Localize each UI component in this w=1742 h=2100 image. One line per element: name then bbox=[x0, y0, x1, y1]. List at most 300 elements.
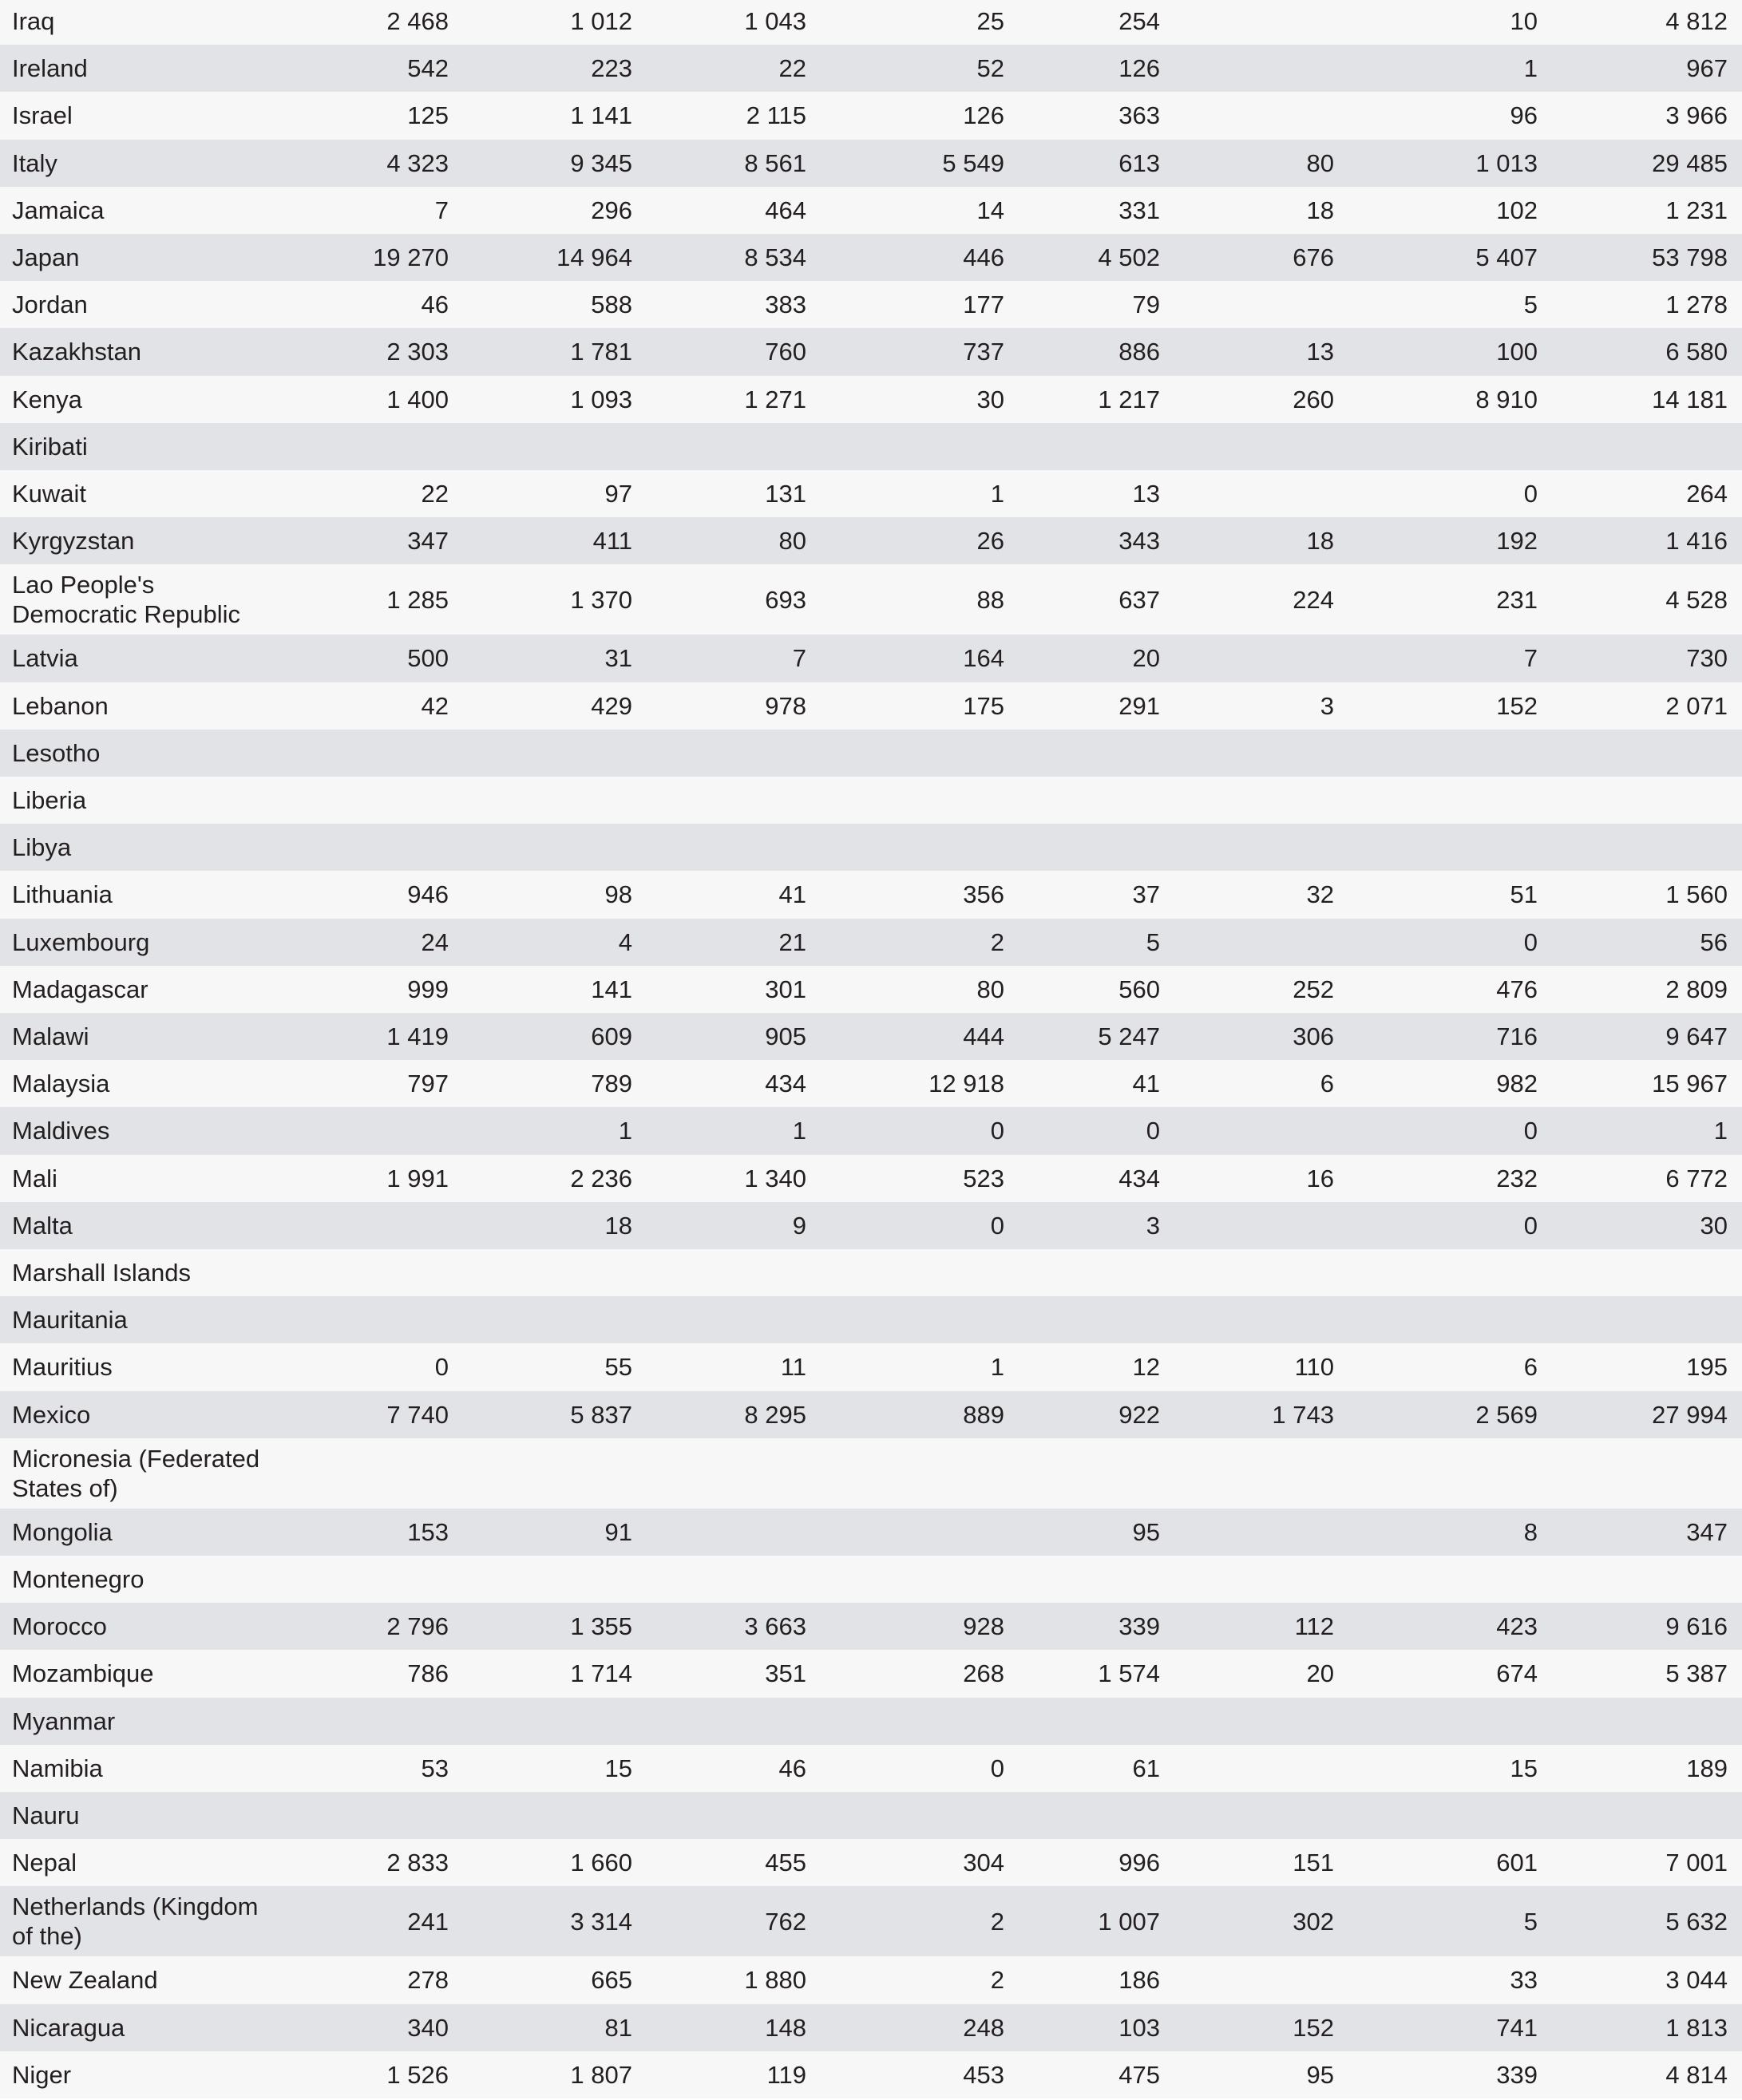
value-cell: 97 bbox=[604, 480, 632, 508]
country-name: Nepal bbox=[12, 1849, 77, 1877]
value-cell: 423 bbox=[1496, 1612, 1538, 1641]
value-cell: 444 bbox=[963, 1022, 1004, 1051]
country-name: Mexico bbox=[12, 1400, 91, 1429]
value-cell: 22 bbox=[778, 54, 806, 83]
value-cell: 254 bbox=[1118, 7, 1160, 36]
table-row bbox=[0, 824, 1742, 871]
value-cell: 331 bbox=[1118, 196, 1160, 224]
value-cell: 693 bbox=[765, 585, 806, 614]
table-row bbox=[0, 423, 1742, 470]
total-cell: 1 560 bbox=[1665, 880, 1728, 909]
value-cell: 291 bbox=[1118, 691, 1160, 720]
value-cell: 53 bbox=[421, 1754, 449, 1782]
value-cell: 296 bbox=[591, 196, 632, 224]
value-cell: 141 bbox=[591, 975, 632, 1003]
value-cell: 37 bbox=[1132, 880, 1160, 909]
value-cell: 32 bbox=[1306, 880, 1334, 909]
value-cell: 588 bbox=[591, 291, 632, 319]
value-cell: 760 bbox=[765, 338, 806, 366]
value-cell: 789 bbox=[591, 1070, 632, 1098]
value-cell: 126 bbox=[1118, 54, 1160, 83]
value-cell: 475 bbox=[1118, 2060, 1160, 2089]
value-cell: 2 236 bbox=[570, 1164, 632, 1192]
value-cell: 339 bbox=[1118, 1612, 1160, 1641]
country-name: Kuwait bbox=[12, 480, 87, 508]
value-cell: 80 bbox=[778, 527, 806, 556]
total-cell: 2 809 bbox=[1665, 975, 1728, 1003]
value-cell: 231 bbox=[1496, 585, 1538, 614]
value-cell: 25 bbox=[976, 7, 1004, 36]
country-name: Myanmar bbox=[12, 1706, 116, 1735]
value-cell: 301 bbox=[765, 975, 806, 1003]
value-cell: 13 bbox=[1306, 338, 1334, 366]
value-cell: 2 833 bbox=[386, 1849, 449, 1877]
value-cell: 0 bbox=[990, 1117, 1004, 1145]
value-cell: 152 bbox=[1496, 691, 1538, 720]
table-row bbox=[0, 1155, 1742, 1202]
value-cell: 91 bbox=[604, 1517, 632, 1546]
value-cell: 20 bbox=[1306, 1659, 1334, 1688]
value-cell: 8 910 bbox=[1475, 385, 1538, 413]
value-cell: 151 bbox=[1293, 1849, 1334, 1877]
value-cell: 3 314 bbox=[570, 1907, 632, 1936]
country-name: Lebanon bbox=[12, 691, 109, 720]
value-cell: 5 bbox=[1523, 291, 1538, 319]
total-cell: 5 632 bbox=[1665, 1907, 1728, 1936]
value-cell: 5 bbox=[1146, 927, 1160, 956]
country-name: Nicaragua bbox=[12, 2013, 125, 2042]
value-cell: 302 bbox=[1293, 1907, 1334, 1936]
country-name: Morocco bbox=[12, 1612, 107, 1641]
country-name: Italy bbox=[12, 148, 57, 177]
country-name: Mozambique bbox=[12, 1659, 154, 1688]
value-cell: 434 bbox=[765, 1070, 806, 1098]
total-cell: 2 071 bbox=[1665, 691, 1728, 720]
value-cell: 12 918 bbox=[928, 1070, 1004, 1098]
country-name: Lao People's Democratic Republic bbox=[12, 571, 240, 629]
table-row bbox=[0, 281, 1742, 328]
value-cell: 1 bbox=[792, 1117, 806, 1145]
value-cell: 186 bbox=[1118, 1966, 1160, 1995]
value-cell: 248 bbox=[963, 2013, 1004, 2042]
value-cell: 96 bbox=[1510, 101, 1538, 130]
total-cell: 4 814 bbox=[1665, 2060, 1728, 2089]
value-cell: 637 bbox=[1118, 585, 1160, 614]
value-cell: 676 bbox=[1293, 243, 1334, 272]
value-cell: 306 bbox=[1293, 1022, 1334, 1051]
value-cell: 786 bbox=[407, 1659, 449, 1688]
value-cell: 609 bbox=[591, 1022, 632, 1051]
value-cell: 6 bbox=[1523, 1353, 1538, 1382]
value-cell: 31 bbox=[604, 644, 632, 673]
value-cell: 79 bbox=[1132, 291, 1160, 319]
value-cell: 6 bbox=[1320, 1070, 1334, 1098]
value-cell: 0 bbox=[1523, 1117, 1538, 1145]
country-name: Mongolia bbox=[12, 1517, 113, 1546]
table-row bbox=[0, 45, 1742, 92]
country-name: Lesotho bbox=[12, 738, 101, 767]
table-row bbox=[0, 234, 1742, 281]
total-cell: 967 bbox=[1686, 54, 1728, 83]
country-name: Ireland bbox=[12, 54, 88, 83]
value-cell: 340 bbox=[407, 2013, 449, 2042]
value-cell: 356 bbox=[963, 880, 1004, 909]
value-cell: 2 bbox=[990, 927, 1004, 956]
total-cell: 5 387 bbox=[1665, 1659, 1728, 1688]
value-cell: 996 bbox=[1118, 1849, 1160, 1877]
value-cell: 347 bbox=[407, 527, 449, 556]
value-cell: 46 bbox=[778, 1754, 806, 1782]
value-cell: 241 bbox=[407, 1907, 449, 1936]
table-row bbox=[0, 328, 1742, 375]
value-cell: 192 bbox=[1496, 527, 1538, 556]
value-cell: 0 bbox=[434, 1353, 449, 1382]
total-cell: 347 bbox=[1686, 1517, 1728, 1546]
value-cell: 1 bbox=[990, 1353, 1004, 1382]
value-cell: 98 bbox=[604, 880, 632, 909]
value-cell: 434 bbox=[1118, 1164, 1160, 1192]
country-name: Lithuania bbox=[12, 880, 113, 909]
value-cell: 5 407 bbox=[1475, 243, 1538, 272]
value-cell: 0 bbox=[990, 1754, 1004, 1782]
value-cell: 351 bbox=[765, 1659, 806, 1688]
value-cell: 51 bbox=[1510, 880, 1538, 909]
value-cell: 339 bbox=[1496, 2060, 1538, 2089]
value-cell: 7 bbox=[792, 644, 806, 673]
total-cell: 195 bbox=[1686, 1353, 1728, 1382]
value-cell: 383 bbox=[765, 291, 806, 319]
country-name: Iraq bbox=[12, 7, 55, 36]
country-name: Jamaica bbox=[12, 196, 105, 224]
value-cell: 1 285 bbox=[386, 585, 449, 614]
table-row bbox=[0, 1296, 1742, 1343]
country-name: Latvia bbox=[12, 644, 78, 673]
value-cell: 0 bbox=[990, 1211, 1004, 1240]
table-row bbox=[0, 2004, 1742, 2051]
country-name: Micronesia (Federated States of) bbox=[12, 1444, 260, 1502]
value-cell: 18 bbox=[1306, 527, 1334, 556]
value-cell: 125 bbox=[407, 101, 449, 130]
total-cell: 56 bbox=[1700, 927, 1728, 956]
value-cell: 2 468 bbox=[386, 7, 449, 36]
value-cell: 131 bbox=[765, 480, 806, 508]
country-name: Namibia bbox=[12, 1754, 103, 1782]
value-cell: 110 bbox=[1294, 1353, 1334, 1382]
value-cell: 26 bbox=[976, 527, 1004, 556]
value-cell: 55 bbox=[604, 1353, 632, 1382]
value-cell: 2 bbox=[990, 1907, 1004, 1936]
value-cell: 1 141 bbox=[570, 101, 632, 130]
value-cell: 177 bbox=[963, 291, 1004, 319]
total-cell: 53 798 bbox=[1652, 243, 1728, 272]
value-cell: 21 bbox=[778, 927, 806, 956]
country-name: Kenya bbox=[12, 385, 82, 413]
total-cell: 1 231 bbox=[1665, 196, 1728, 224]
value-cell: 52 bbox=[976, 54, 1004, 83]
country-name: Malaysia bbox=[12, 1070, 110, 1098]
value-cell: 61 bbox=[1132, 1754, 1160, 1782]
value-cell: 2 303 bbox=[386, 338, 449, 366]
value-cell: 1 880 bbox=[744, 1966, 806, 1995]
value-cell: 19 270 bbox=[373, 243, 449, 272]
table-row bbox=[0, 1603, 1742, 1650]
country-name: Jordan bbox=[12, 291, 88, 319]
value-cell: 8 561 bbox=[744, 148, 806, 177]
table-row bbox=[0, 1249, 1742, 1296]
total-cell: 1 278 bbox=[1665, 291, 1728, 319]
value-cell: 7 bbox=[434, 196, 449, 224]
total-cell: 30 bbox=[1700, 1211, 1728, 1240]
total-cell: 189 bbox=[1686, 1754, 1728, 1782]
value-cell: 1 bbox=[990, 480, 1004, 508]
value-cell: 1 043 bbox=[744, 7, 806, 36]
value-cell: 3 663 bbox=[744, 1612, 806, 1641]
value-cell: 5 837 bbox=[570, 1400, 632, 1429]
value-cell: 0 bbox=[1146, 1117, 1160, 1145]
total-cell: 9 616 bbox=[1665, 1612, 1728, 1641]
table-row bbox=[0, 470, 1742, 517]
value-cell: 15 bbox=[604, 1754, 632, 1782]
table-row bbox=[0, 777, 1742, 824]
value-cell: 103 bbox=[1118, 2013, 1160, 2042]
table-row bbox=[0, 635, 1742, 682]
value-cell: 3 bbox=[1320, 691, 1334, 720]
value-cell: 1 743 bbox=[1272, 1400, 1334, 1429]
value-cell: 252 bbox=[1293, 975, 1334, 1003]
value-cell: 1 574 bbox=[1098, 1659, 1160, 1688]
table-row bbox=[0, 140, 1742, 187]
value-cell: 1 714 bbox=[570, 1659, 632, 1688]
value-cell: 15 bbox=[1510, 1754, 1538, 1782]
country-name: New Zealand bbox=[12, 1966, 158, 1995]
total-cell: 3 966 bbox=[1665, 101, 1728, 130]
value-cell: 0 bbox=[1523, 1211, 1538, 1240]
table-row bbox=[0, 0, 1742, 45]
value-cell: 95 bbox=[1306, 2060, 1334, 2089]
value-cell: 1 370 bbox=[570, 585, 632, 614]
value-cell: 500 bbox=[407, 644, 449, 673]
value-cell: 81 bbox=[604, 2013, 632, 2042]
value-cell: 1 bbox=[618, 1117, 632, 1145]
country-name: Kazakhstan bbox=[12, 338, 141, 366]
country-name: Kyrgyzstan bbox=[12, 527, 135, 556]
value-cell: 20 bbox=[1132, 644, 1160, 673]
value-cell: 4 323 bbox=[386, 148, 449, 177]
country-name: Japan bbox=[12, 243, 80, 272]
value-cell: 164 bbox=[963, 644, 1004, 673]
value-cell: 1 419 bbox=[386, 1022, 449, 1051]
value-cell: 1 217 bbox=[1098, 385, 1160, 413]
value-cell: 33 bbox=[1510, 1966, 1538, 1995]
value-cell: 4 bbox=[618, 927, 632, 956]
total-cell: 1 813 bbox=[1665, 2013, 1728, 2042]
country-name: Mauritius bbox=[12, 1353, 113, 1382]
table-row bbox=[0, 1343, 1742, 1390]
table-row bbox=[0, 1202, 1742, 1249]
country-name: Marshall Islands bbox=[12, 1259, 191, 1287]
value-cell: 8 295 bbox=[744, 1400, 806, 1429]
value-cell: 5 247 bbox=[1098, 1022, 1160, 1051]
table-row bbox=[0, 730, 1742, 777]
value-cell: 126 bbox=[963, 101, 1004, 130]
country-name: Libya bbox=[12, 833, 72, 862]
value-cell: 1 807 bbox=[570, 2060, 632, 2089]
value-cell: 14 bbox=[976, 196, 1004, 224]
value-cell: 429 bbox=[591, 691, 632, 720]
value-cell: 304 bbox=[963, 1849, 1004, 1877]
value-cell: 5 549 bbox=[942, 148, 1004, 177]
value-cell: 716 bbox=[1496, 1022, 1538, 1051]
table-row bbox=[0, 1956, 1742, 2003]
value-cell: 2 bbox=[990, 1966, 1004, 1995]
value-cell: 982 bbox=[1496, 1070, 1538, 1098]
value-cell: 1 bbox=[1523, 54, 1538, 83]
value-cell: 4 502 bbox=[1098, 243, 1160, 272]
value-cell: 0 bbox=[1523, 927, 1538, 956]
total-cell: 7 001 bbox=[1665, 1849, 1728, 1877]
value-cell: 24 bbox=[421, 927, 449, 956]
country-name: Malawi bbox=[12, 1022, 89, 1051]
value-cell: 889 bbox=[963, 1400, 1004, 1429]
value-cell: 1 400 bbox=[386, 385, 449, 413]
table-row bbox=[0, 1509, 1742, 1556]
value-cell: 260 bbox=[1293, 385, 1334, 413]
value-cell: 9 345 bbox=[570, 148, 632, 177]
value-cell: 922 bbox=[1118, 1400, 1160, 1429]
table-row bbox=[0, 187, 1742, 234]
value-cell: 665 bbox=[591, 1966, 632, 1995]
country-name: Maldives bbox=[12, 1117, 110, 1145]
value-cell: 8 534 bbox=[744, 243, 806, 272]
total-cell: 1 416 bbox=[1665, 527, 1728, 556]
country-name: Madagascar bbox=[12, 975, 148, 1003]
value-cell: 363 bbox=[1118, 101, 1160, 130]
value-cell: 1 340 bbox=[744, 1164, 806, 1192]
value-cell: 674 bbox=[1496, 1659, 1538, 1688]
value-cell: 152 bbox=[1293, 2013, 1334, 2042]
value-cell: 100 bbox=[1496, 338, 1538, 366]
table-row bbox=[0, 92, 1742, 139]
value-cell: 7 740 bbox=[386, 1400, 449, 1429]
total-cell: 6 580 bbox=[1665, 338, 1728, 366]
value-cell: 928 bbox=[963, 1612, 1004, 1641]
table-row bbox=[0, 682, 1742, 730]
value-cell: 1 991 bbox=[386, 1164, 449, 1192]
total-cell: 3 044 bbox=[1665, 1966, 1728, 1995]
value-cell: 453 bbox=[963, 2060, 1004, 2089]
value-cell: 42 bbox=[421, 691, 449, 720]
table-row bbox=[0, 1013, 1742, 1060]
table-row bbox=[0, 1060, 1742, 1107]
value-cell: 13 bbox=[1132, 480, 1160, 508]
value-cell: 905 bbox=[765, 1022, 806, 1051]
total-cell: 27 994 bbox=[1652, 1400, 1728, 1429]
total-cell: 9 647 bbox=[1665, 1022, 1728, 1051]
value-cell: 88 bbox=[976, 585, 1004, 614]
value-cell: 613 bbox=[1118, 148, 1160, 177]
value-cell: 224 bbox=[1293, 585, 1334, 614]
value-cell: 268 bbox=[963, 1659, 1004, 1688]
value-cell: 278 bbox=[407, 1966, 449, 1995]
value-cell: 946 bbox=[407, 880, 449, 909]
total-cell: 14 181 bbox=[1652, 385, 1728, 413]
total-cell: 264 bbox=[1686, 480, 1728, 508]
table-row bbox=[0, 1698, 1742, 1745]
value-cell: 886 bbox=[1118, 338, 1160, 366]
country-name: Israel bbox=[12, 101, 73, 130]
country-name: Mali bbox=[12, 1164, 57, 1192]
country-name: Montenegro bbox=[12, 1565, 145, 1594]
country-name: Malta bbox=[12, 1211, 73, 1240]
table-row bbox=[0, 564, 1742, 635]
value-cell: 762 bbox=[765, 1907, 806, 1936]
value-cell: 455 bbox=[765, 1849, 806, 1877]
value-cell: 175 bbox=[963, 691, 1004, 720]
total-cell: 730 bbox=[1686, 644, 1728, 673]
value-cell: 30 bbox=[976, 385, 1004, 413]
table-row bbox=[0, 871, 1742, 918]
value-cell: 1 781 bbox=[570, 338, 632, 366]
value-cell: 112 bbox=[1294, 1612, 1334, 1641]
value-cell: 18 bbox=[604, 1211, 632, 1240]
value-cell: 560 bbox=[1118, 975, 1160, 1003]
value-cell: 1 660 bbox=[570, 1849, 632, 1877]
value-cell: 18 bbox=[1306, 196, 1334, 224]
value-cell: 411 bbox=[592, 527, 632, 556]
value-cell: 223 bbox=[591, 54, 632, 83]
table-row bbox=[0, 1792, 1742, 1839]
value-cell: 741 bbox=[1496, 2013, 1538, 2042]
value-cell: 1 271 bbox=[744, 385, 806, 413]
value-cell: 1 007 bbox=[1098, 1907, 1160, 1936]
value-cell: 737 bbox=[963, 338, 1004, 366]
value-cell: 11 bbox=[780, 1353, 806, 1382]
table-row bbox=[0, 966, 1742, 1013]
country-name: Kiribati bbox=[12, 432, 88, 461]
value-cell: 119 bbox=[766, 2060, 806, 2089]
table-row bbox=[0, 2051, 1742, 2098]
value-cell: 8 bbox=[1523, 1517, 1538, 1546]
value-cell: 5 bbox=[1523, 1907, 1538, 1936]
table-row bbox=[0, 1839, 1742, 1886]
table-row bbox=[0, 1438, 1742, 1509]
value-cell: 797 bbox=[407, 1070, 449, 1098]
table-row bbox=[0, 1556, 1742, 1603]
country-name: Liberia bbox=[12, 786, 87, 815]
total-cell: 4 528 bbox=[1665, 585, 1728, 614]
total-cell: 29 485 bbox=[1652, 148, 1728, 177]
country-name: Niger bbox=[12, 2060, 72, 2089]
value-cell: 542 bbox=[407, 54, 449, 83]
value-cell: 10 bbox=[1510, 7, 1538, 36]
country-name: Mauritania bbox=[12, 1306, 128, 1335]
value-cell: 148 bbox=[765, 2013, 806, 2042]
total-cell: 15 967 bbox=[1652, 1070, 1728, 1098]
value-cell: 1 355 bbox=[570, 1612, 632, 1641]
value-cell: 22 bbox=[421, 480, 449, 508]
table-row bbox=[0, 1650, 1742, 1697]
country-name: Luxembourg bbox=[12, 927, 150, 956]
table-row bbox=[0, 376, 1742, 423]
value-cell: 41 bbox=[1132, 1070, 1160, 1098]
value-cell: 7 bbox=[1523, 644, 1538, 673]
value-cell: 2 115 bbox=[746, 101, 806, 130]
value-cell: 1 093 bbox=[570, 385, 632, 413]
value-cell: 232 bbox=[1496, 1164, 1538, 1192]
country-name: Netherlands (Kingdom of the) bbox=[12, 1892, 259, 1951]
value-cell: 2 796 bbox=[386, 1612, 449, 1641]
value-cell: 16 bbox=[1306, 1164, 1334, 1192]
